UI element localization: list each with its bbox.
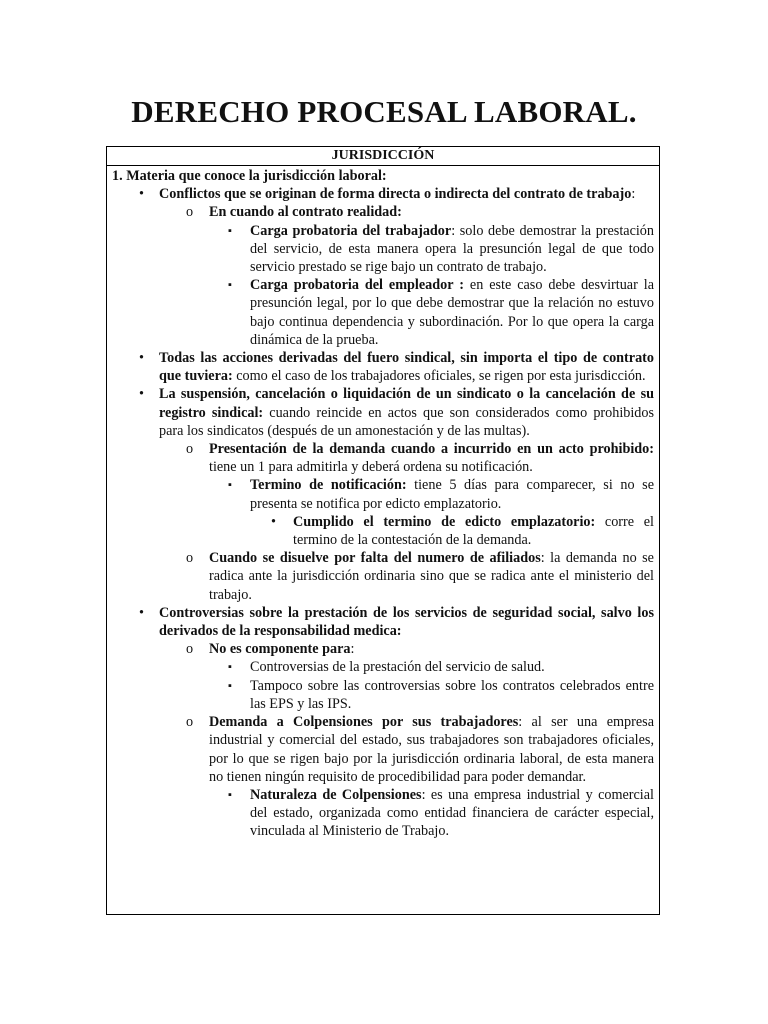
item-heading: Naturaleza de Colpensiones — [250, 786, 422, 803]
item-text: : — [631, 186, 636, 203]
item-heading: Conflictos que se originan de forma directa o indirecta del contrato de trabajo — [159, 186, 632, 203]
bullet-icon: • — [139, 350, 144, 367]
item-text: corre el termino de la contestación de la demanda. — [293, 513, 654, 549]
item-heading: No es componente para — [209, 641, 351, 658]
list-item — [112, 658, 654, 676]
list-item — [112, 549, 654, 604]
list-item — [112, 185, 654, 203]
item-heading: Cuando se disuelve por falta del numero de afiliados — [209, 550, 541, 567]
list-item — [112, 440, 654, 476]
bullet-icon: • — [271, 513, 276, 530]
list-item — [112, 476, 654, 512]
item-text: : al ser una empresa industrial y comercial del estado, sus trabajadores son trabajadores oficiales, por lo que se rigen bajo por la jurisdicción ordinaria laboral, de esta manera no tienen ningún requisito de procedibilidad para poder demandar. — [209, 714, 654, 785]
jurisdiction-table — [106, 146, 660, 915]
item-text: Tampoco sobre las controversias sobre los contratos celebrados entre las EPS y las IPS. — [250, 677, 654, 712]
item-heading: Demanda a Colpensiones por sus trabajadores — [209, 714, 519, 731]
list-item — [112, 677, 654, 713]
square-icon: ▪ — [228, 224, 232, 237]
item-heading: Presentación de la demanda cuando a incurrido en un acto prohibido: — [209, 441, 654, 458]
item-heading: La suspensión, cancelación o liquidación de un sindicato o la cancelación de su registro sindical: — [159, 386, 654, 421]
item-text: en este caso debe desvirtuar la presunción legal, por lo que debe demostrar que la relación no estuvo bajo continua dependencia y subordinación. Por lo que opera la carga dinámica de la prueba. — [250, 277, 654, 348]
list-item — [112, 222, 654, 277]
circle-icon: o — [186, 714, 194, 731]
list-item — [112, 203, 654, 221]
list-item — [112, 640, 654, 658]
list-item — [112, 513, 654, 549]
item-heading: Carga probatoria del trabajador — [250, 222, 452, 239]
table-header: JURISDICCIÓN — [107, 147, 659, 166]
item-text: como el caso de los trabajadores oficiales, se rigen por esta jurisdicción. — [232, 368, 646, 385]
square-icon: ▪ — [228, 661, 232, 674]
square-icon: ▪ — [228, 679, 232, 692]
item-heading: Termino de notificación: — [250, 477, 407, 494]
item-heading: Carga probatoria del empleador : — [250, 277, 464, 294]
item-text: : es una empresa industrial y comercial del estado, organizada como entidad financiera de carácter especial, vinculada al Ministerio de Trabajo. — [250, 786, 654, 840]
square-icon: ▪ — [228, 788, 232, 801]
section-heading: 1. Materia que conoce la jurisdicción laboral: — [112, 168, 387, 184]
table-content — [107, 166, 659, 841]
bullet-icon: • — [139, 186, 144, 203]
bullet-icon: • — [139, 386, 144, 403]
item-text: : solo debe demostrar la prestación del servicio, de esta manera opera la presunción legal de que todo servicio prestado se rige bajo un contrato de trabajo. — [250, 222, 654, 276]
list-item — [112, 604, 654, 640]
circle-icon: o — [186, 204, 194, 221]
list-item — [112, 385, 654, 440]
item-text: tiene un 1 para admitirla y deberá ordena su notificación. — [209, 459, 533, 476]
item-heading: Todas las acciones derivadas del fuero sindical, sin importa el tipo de contrato que tuviera: — [159, 350, 654, 385]
item-heading: Cumplido el termino de edicto emplazatorio: — [293, 513, 596, 530]
list-item — [112, 276, 654, 349]
list-item — [112, 786, 654, 841]
item-text: tiene 5 días para comparecer, si no se presenta se notifica por edicto emplazatorio. — [250, 477, 654, 512]
document-title: DERECHO PROCESAL LABORAL. — [131, 94, 637, 129]
item-text: : la demanda no se radica ante la jurisdicción ordinaria sino que se radica ante el ministerio del trabajo. — [209, 550, 654, 603]
square-icon: ▪ — [228, 279, 232, 292]
square-icon: ▪ — [228, 479, 232, 492]
circle-icon: o — [186, 641, 194, 658]
item-text: Controversias de la prestación del servicio de salud. — [250, 659, 545, 676]
list-item — [112, 349, 654, 385]
item-heading: Controversias sobre la prestación de los servicios de seguridad social, salvo los derivados de la responsabilidad medica: — [159, 604, 654, 640]
list-item — [112, 713, 654, 786]
item-text: cuando reincide en actos que son considerados como prohibidos para los sindicatos (después de un amonestación y de las multas). — [159, 404, 655, 439]
circle-icon: o — [186, 441, 194, 458]
item-heading: En cuando al contrato realidad: — [209, 204, 402, 221]
item-text: : — [350, 641, 355, 658]
bullet-icon: • — [139, 604, 144, 621]
circle-icon: o — [186, 550, 194, 567]
